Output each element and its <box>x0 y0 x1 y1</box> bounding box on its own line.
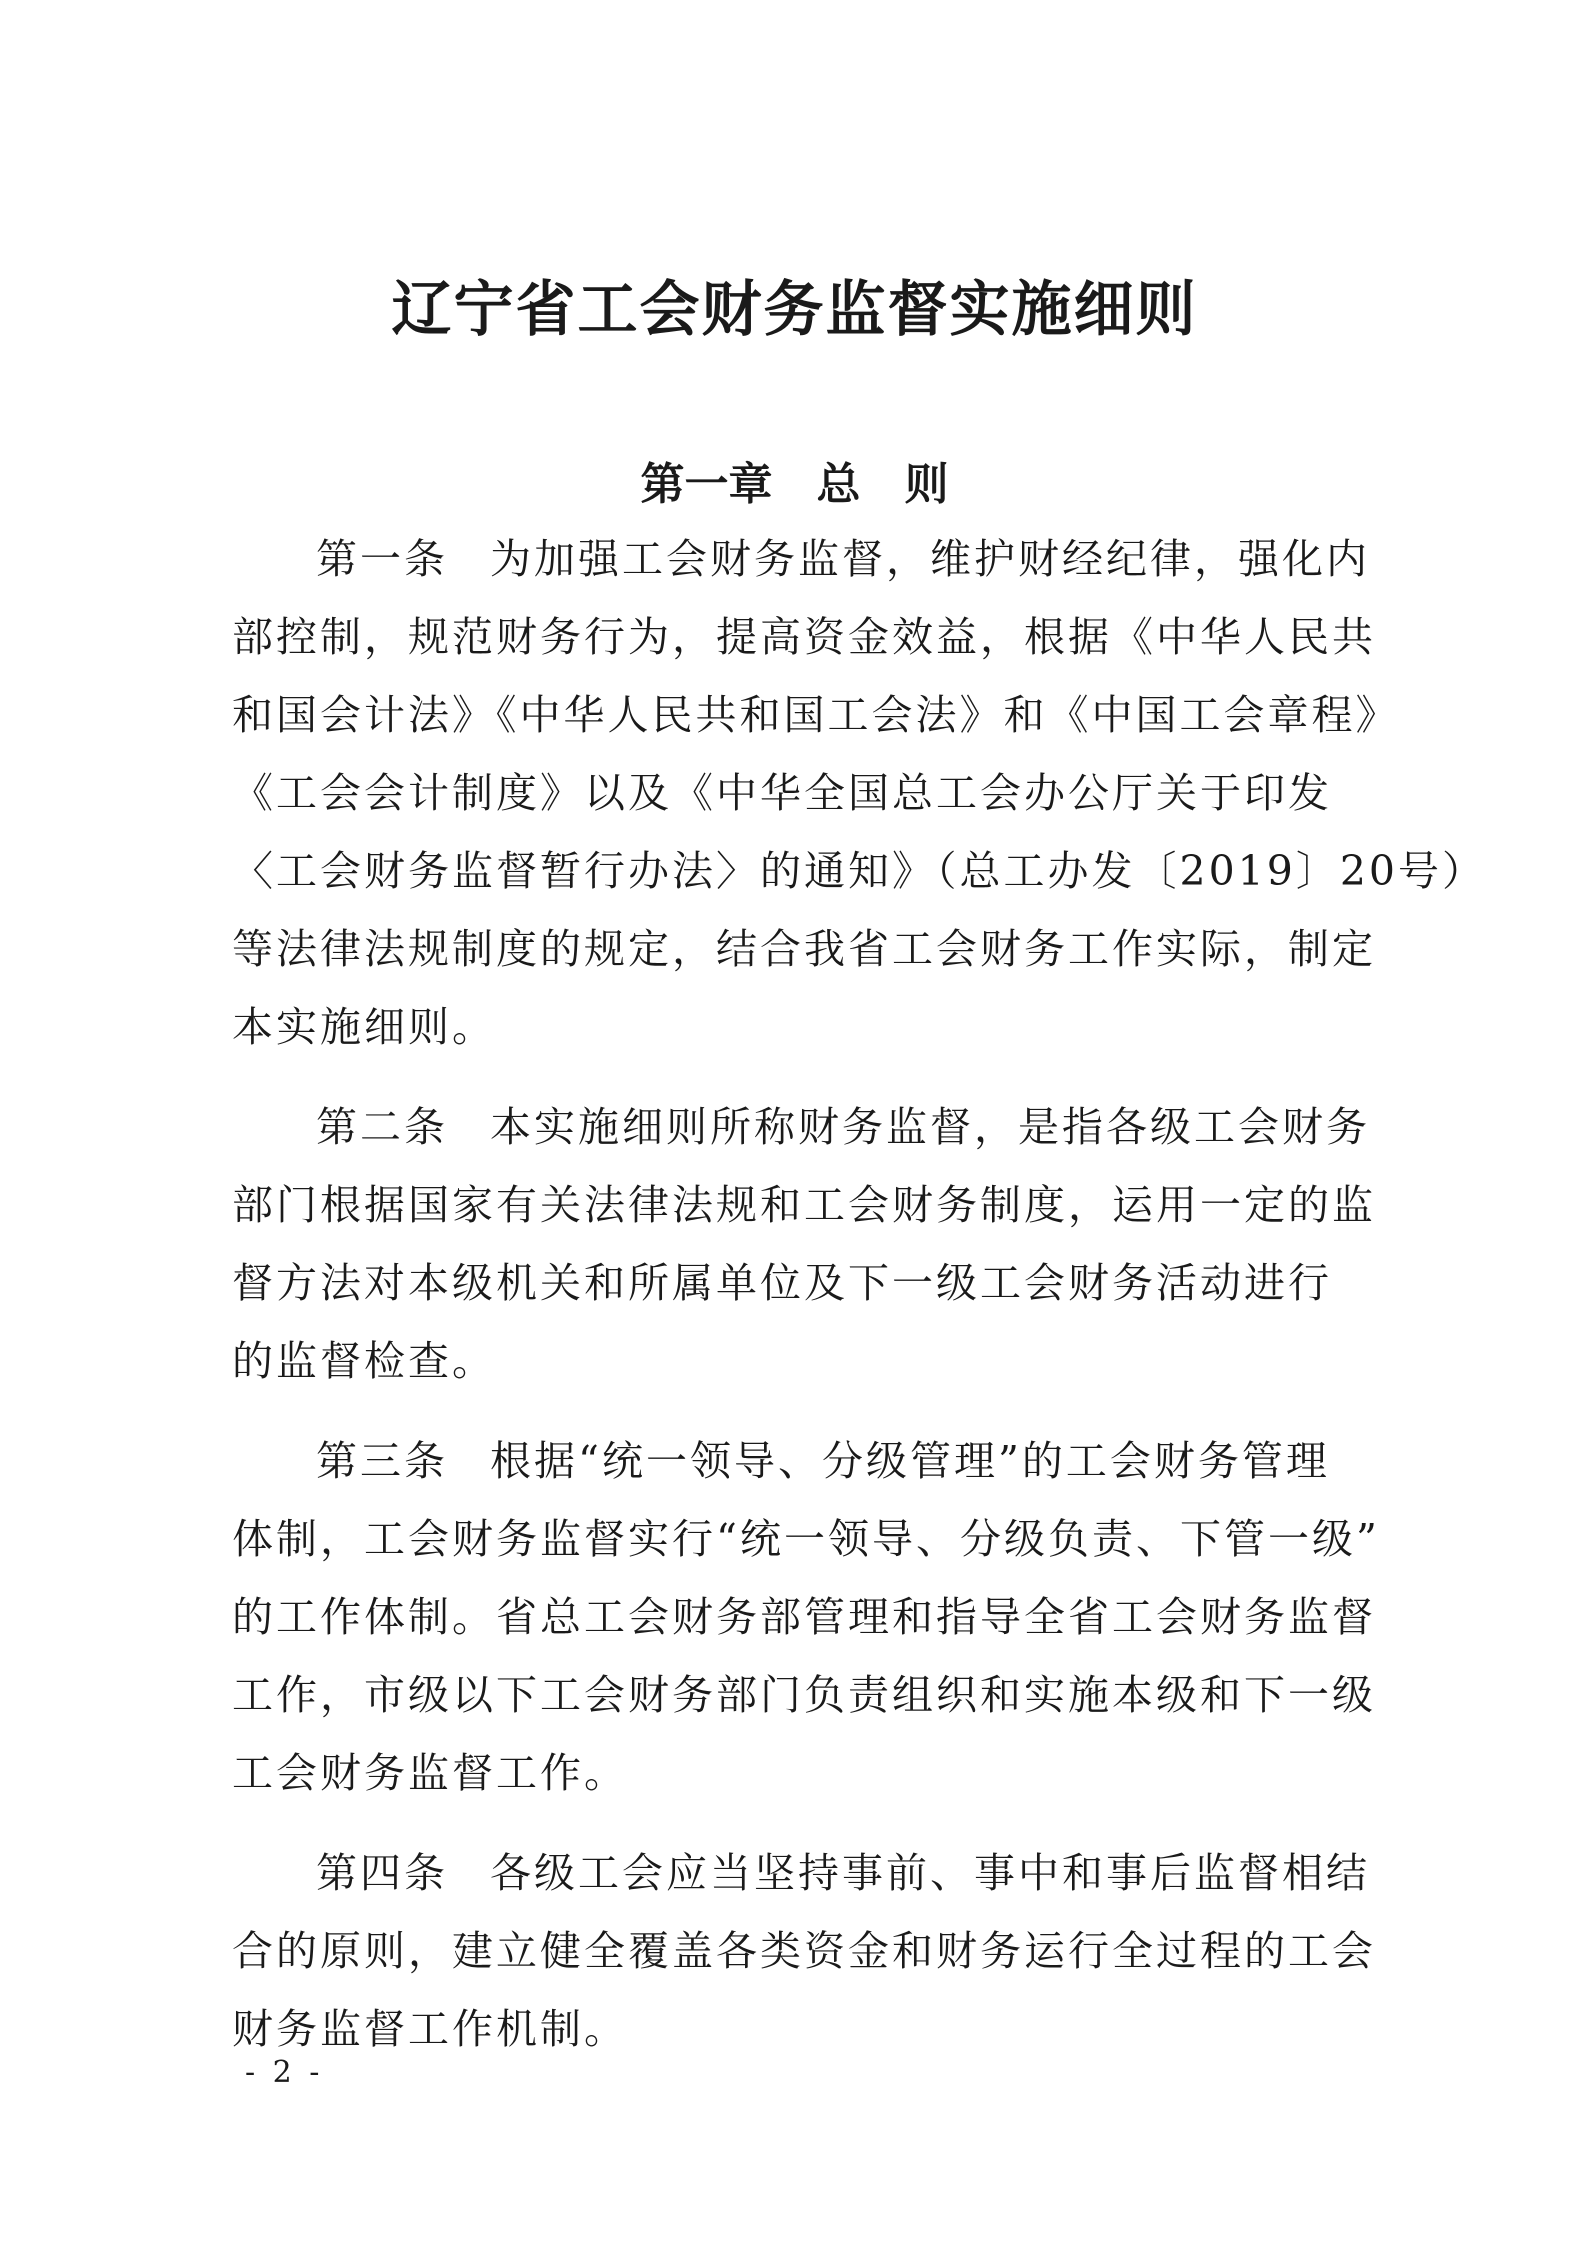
article-2 <box>232 1088 1376 1400</box>
article-text-line: 《工会会计制度》以及《中华全国总工会办公厅关于印发 <box>232 769 1332 817</box>
article-text-line: 财务监督工作机制。 <box>232 2005 628 2053</box>
article-text-line: 的工作体制。省总工会财务部管理和指导全省工会财务监督 <box>232 1593 1376 1641</box>
article-text-line: 各级工会应当坚持事前、事中和事后监督相结 <box>490 1849 1370 1897</box>
article-text-line: 等法律法规制度的规定，结合我省工会财务工作实际，制定 <box>232 925 1376 973</box>
article-text-line: 合的原则，建立健全覆盖各类资金和财务运行全过程的工会 <box>232 1927 1376 1975</box>
article-text-line: 的监督检查。 <box>232 1337 496 1385</box>
article-text-line: 督方法对本级机关和所属单位及下一级工会财务活动进行 <box>232 1259 1332 1307</box>
article-text-line: 部控制，规范财务行为，提高资金效益，根据《中华人民共 <box>232 613 1376 661</box>
article-3 <box>232 1422 1380 1812</box>
document-title: 辽宁省工会财务监督实施细则 <box>391 275 1198 345</box>
article-text-line: 和国会计法》《中华人民共和国工会法》和《中国工会章程》 <box>232 691 1400 739</box>
article-text-line: 工会财务监督工作。 <box>232 1749 628 1797</box>
document-body <box>232 520 1487 2090</box>
page-number: - 2 - <box>245 2055 324 2090</box>
article-text-line: 为加强工会财务监督，维护财经纪律，强化内 <box>490 535 1370 583</box>
article-label: 第四条 <box>316 1849 448 1897</box>
article-text-line: 本实施细则。 <box>232 1003 496 1051</box>
article-label: 第二条 <box>316 1103 448 1151</box>
article-4 <box>232 1834 1376 2068</box>
chapter-heading: 第一章 总 则 <box>640 459 949 510</box>
article-text-line: 部门根据国家有关法律法规和工会财务制度，运用一定的监 <box>232 1181 1376 1229</box>
article-label: 第一条 <box>316 535 448 583</box>
article-text-line: 体制，工会财务监督实行“统一领导、分级负责、下管一级” <box>232 1515 1380 1563</box>
article-text-line: 工作，市级以下工会财务部门负责组织和实施本级和下一级 <box>232 1671 1376 1719</box>
article-text-line: 〈工会财务监督暂行办法〉的通知》（总工办发〔2019〕20号） <box>232 847 1487 895</box>
article-label: 第三条 <box>316 1437 448 1485</box>
article-text-line: 本实施细则所称财务监督，是指各级工会财务 <box>490 1103 1370 1151</box>
article-text-line: 根据“统一领导、分级管理”的工会财务管理 <box>490 1437 1330 1485</box>
article-1 <box>232 520 1487 1066</box>
